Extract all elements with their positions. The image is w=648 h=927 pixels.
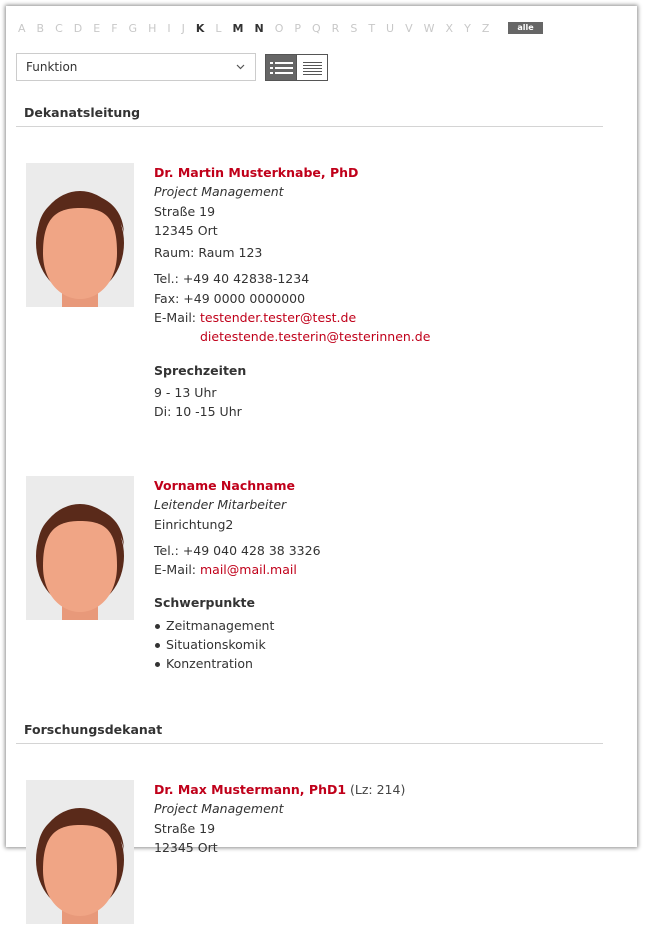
person-email-row	[154, 560, 614, 579]
alphabet-letter-f: F	[111, 21, 118, 35]
chevron-down-icon	[236, 62, 245, 71]
function-select[interactable]	[16, 53, 256, 81]
alphabet-letter-a: A	[18, 21, 26, 35]
avatar-placeholder-icon	[26, 780, 134, 924]
person-city: 12345 Ort	[154, 839, 218, 855]
person-fax: Fax: +49 0000 0000000	[154, 290, 306, 306]
alphabet-letter-o: O	[274, 21, 284, 35]
person-role: Project Management	[154, 184, 284, 200]
office-hours-line: Di: 10 -15 Uhr	[154, 404, 242, 420]
avatar	[26, 163, 134, 307]
alphabet-letter-z: Z	[481, 21, 490, 35]
alphabet-letter-k[interactable]: K	[195, 21, 205, 35]
person-email-row	[154, 308, 614, 327]
email-label: E-Mail:	[154, 310, 197, 326]
alphabet-letter-y: Y	[464, 21, 471, 35]
alphabet-letter-d: D	[73, 21, 83, 35]
focus-item: Zeitmanagement	[154, 616, 614, 635]
alphabet-letter-w: W	[423, 21, 435, 35]
email-link[interactable]: testender.tester@test.de	[200, 310, 357, 326]
focus-item: Konzentration	[154, 654, 614, 673]
section-heading: Dekanatsleitung	[16, 105, 603, 127]
alphabet-letter-p: P	[294, 21, 301, 35]
compact-view-button[interactable]	[296, 54, 328, 81]
avatar-placeholder-icon	[26, 476, 134, 620]
avatar	[26, 476, 134, 620]
person-role: Project Management	[154, 801, 284, 817]
page-frame	[6, 6, 637, 855]
person-name-link[interactable]: Dr. Martin Musterknabe, PhD	[154, 165, 359, 180]
alphabet-filter	[18, 20, 543, 36]
alphabet-letter-q: Q	[312, 21, 321, 35]
section-heading: Forschungsdekanat	[16, 722, 603, 744]
alphabet-letter-v: V	[405, 21, 413, 35]
email-label: E-Mail:	[154, 562, 197, 578]
person-room: Raum: Raum 123	[154, 245, 263, 261]
alphabet-letter-e: E	[93, 21, 101, 35]
alphabet-letter-l: L	[215, 21, 222, 35]
function-select-value: Funktion	[26, 60, 78, 74]
person-name-row	[154, 780, 614, 799]
avatar-placeholder-icon	[26, 163, 134, 307]
person-role: Leitender Mitarbeiter	[154, 497, 287, 513]
alphabet-letter-x: X	[445, 21, 454, 35]
list-view-button[interactable]	[265, 54, 297, 81]
person-street: Straße 19	[154, 203, 216, 219]
alphabet-letter-t: T	[368, 21, 376, 35]
alphabet-letter-h: H	[148, 21, 157, 35]
person-name-link[interactable]: Vorname Nachname	[154, 478, 295, 493]
alphabet-all-button[interactable]: alle	[508, 22, 542, 34]
person-name-link[interactable]: Dr. Max Mustermann, PhD1	[154, 782, 347, 797]
alphabet-letter-n[interactable]: N	[254, 21, 264, 35]
person-unit: Einrichtung2	[154, 516, 234, 532]
person-phone: Tel.: +49 40 42838-1234	[154, 271, 310, 287]
alphabet-letter-m[interactable]: M	[232, 21, 244, 35]
alphabet-letter-u: U	[386, 21, 395, 35]
alphabet-letter-c: C	[55, 21, 63, 35]
alphabet-letter-g: G	[128, 21, 138, 35]
office-hours-heading: Sprechzeiten	[154, 362, 247, 378]
alphabet-letter-i: I	[167, 21, 171, 35]
email-link[interactable]: mail@mail.mail	[200, 562, 297, 578]
focus-item: Situationskomik	[154, 635, 614, 654]
office-hours-line: 9 - 13 Uhr	[154, 384, 217, 400]
person-street: Straße 19	[154, 820, 216, 836]
alphabet-letter-j: J	[181, 21, 185, 35]
compact-list-icon	[297, 55, 327, 80]
alphabet-letter-s: S	[350, 21, 358, 35]
alphabet-letter-b: B	[36, 21, 45, 35]
person-city: 12345 Ort	[154, 222, 218, 238]
email-link[interactable]: dietestende.testerin@testerinnen.de	[200, 329, 431, 345]
alphabet-letter-r: R	[331, 21, 340, 35]
avatar	[26, 780, 134, 924]
person-email-row	[154, 327, 614, 346]
person-phone: Tel.: +49 040 428 38 3326	[154, 542, 321, 558]
focus-heading: Schwerpunkte	[154, 595, 256, 611]
person-name-suffix: (Lz: 214)	[346, 782, 406, 797]
list-view-icon	[266, 55, 296, 80]
